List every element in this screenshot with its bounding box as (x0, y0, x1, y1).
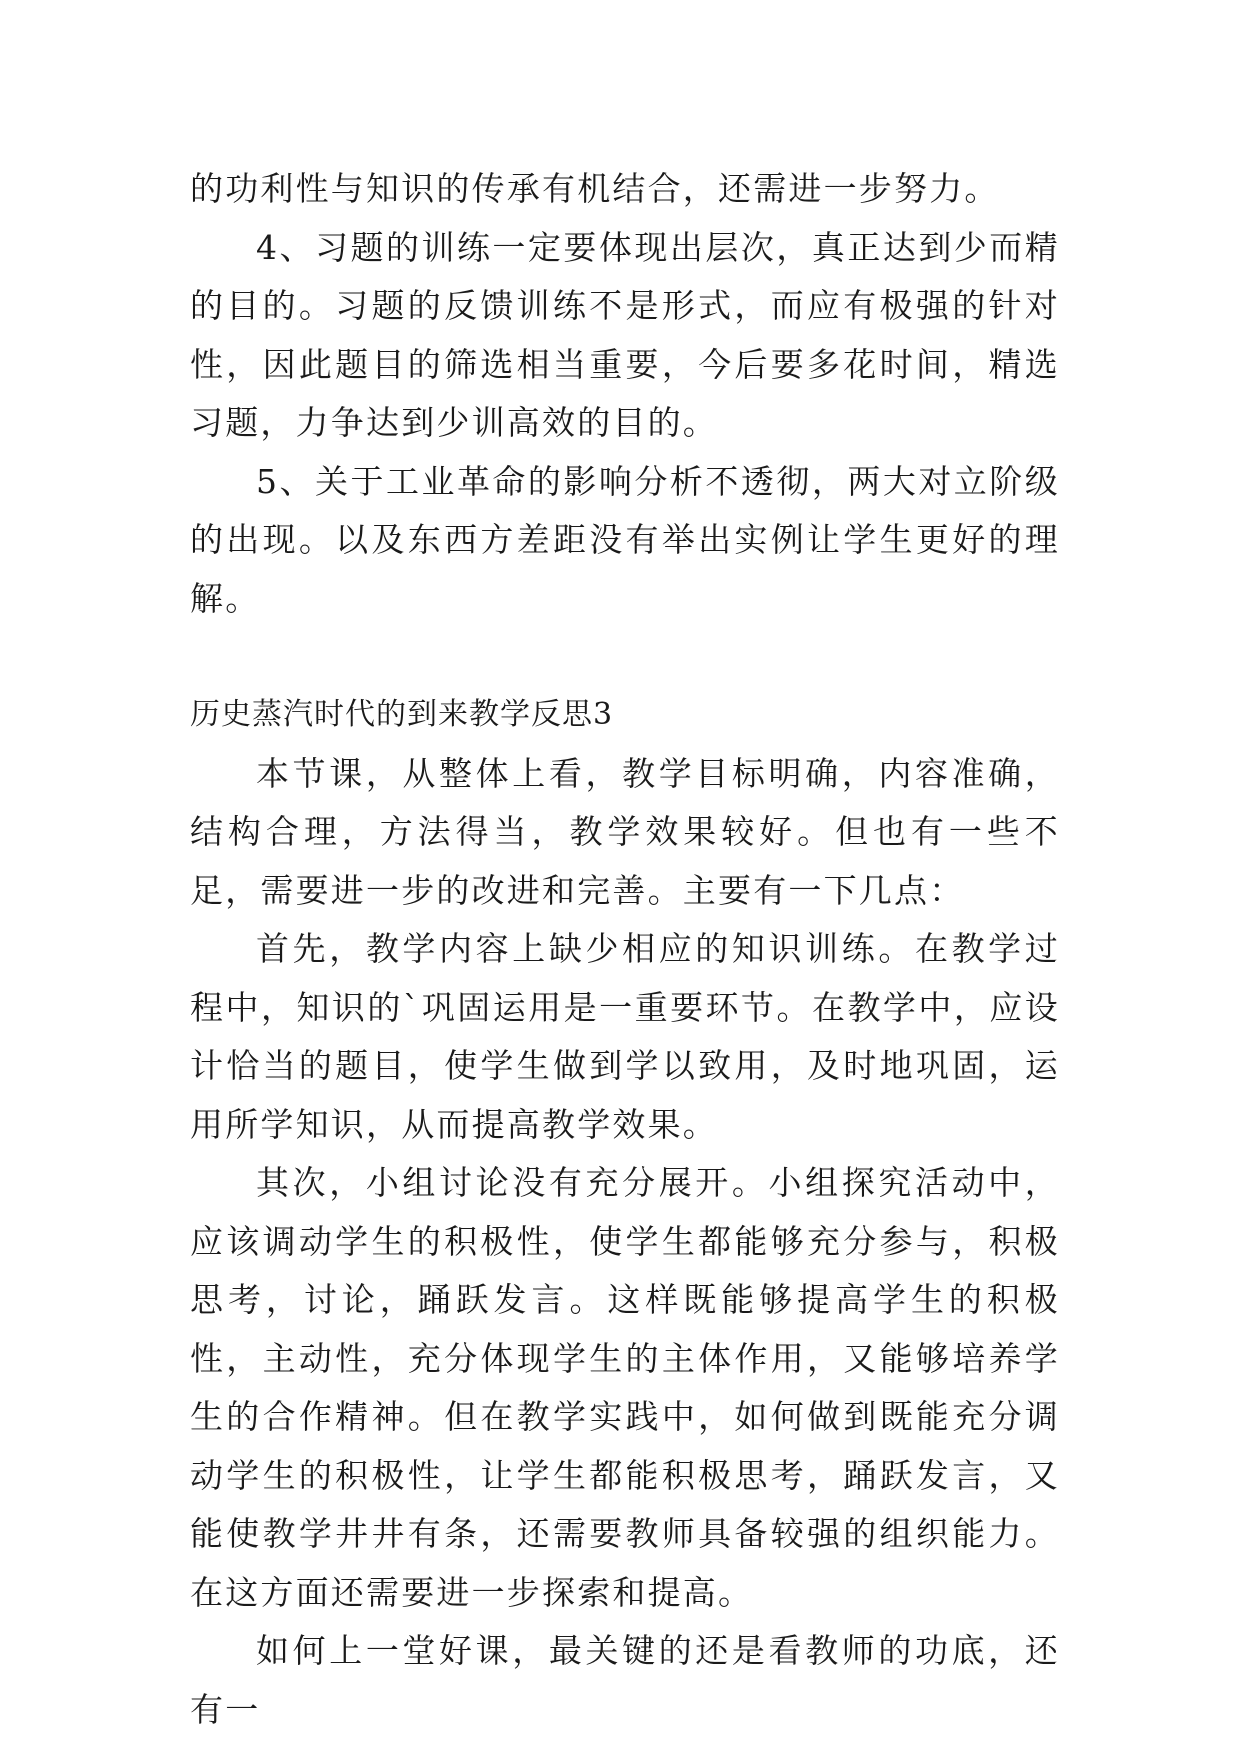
paragraph-first: 首先，教学内容上缺少相应的知识训练。在教学过程中，知识的`巩固运用是一重要环节。在教学中，应设计恰当的题目，使学生做到学以致用，及时地巩固，运用所学知识，从而提高教学效果。 (190, 929, 1060, 1144)
section-gap (190, 628, 1060, 686)
paragraph-item-4: 4、习题的训练一定要体现出层次，真正达到少而精的目的。习题的反馈训练不是形式，而应有极强的针对性，因此题目的筛选相当重要，今后要多花时间，精选习题，力争达到少训高效的目的。 (190, 227, 1060, 442)
paragraph-item-5: 5、关于工业革命的影响分析不透彻，两大对立阶级的出现。以及东西方差距没有举出实例让学生更好的理解。 (190, 461, 1060, 618)
document-page (190, 160, 1060, 1739)
paragraph-second: 其次，小组讨论没有充分展开。小组探究活动中，应该调动学生的积极性，使学生都能够充分参与，积极思考，讨论，踊跃发言。这样既能够提高学生的积极性，主动性，充分体现学生的主体作用，又能够培养学生的合作精神。但在教学实践中，如何做到既能充分调动学生的积极性，让学生都能积极思考，踊跃发言，又能使教学井井有条，还需要教师具备较强的组织能力。在这方面还需要进一步探索和提高。 (190, 1163, 1060, 1612)
paragraph-intro: 本节课，从整体上看，教学目标明确，内容准确，结构合理，方法得当，教学效果较好。但也有一些不足，需要进一步的改进和完善。主要有一下几点： (190, 753, 1060, 910)
section-title: 历史蒸汽时代的到来教学反思3 (190, 697, 614, 732)
paragraph-continuation: 的功利性与知识的传承有机结合，还需进一步努力。 (190, 169, 1000, 208)
paragraph-last: 如何上一堂好课，最关键的还是看教师的功底，还有一 (190, 1631, 1060, 1729)
